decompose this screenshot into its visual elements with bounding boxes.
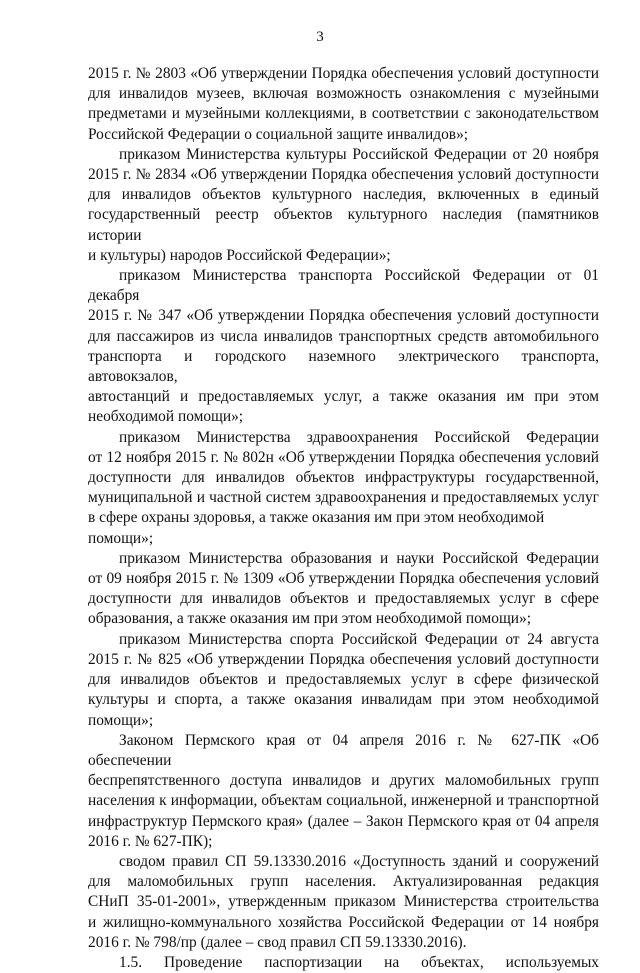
text-line: образования, а также оказания им при этом необходимой помощи»; <box>88 610 532 628</box>
text-line: приказом Министерства образования и науки Российской Федерации <box>119 549 599 567</box>
text-line: СНиП 35-01-2001», утвержденным приказом Министерства строительства <box>88 893 599 911</box>
text-line: 2016 г. № 627-ПК); <box>88 832 213 850</box>
paragraph-sp <box>88 852 599 953</box>
text-line: 2016 г. № 798/пр (далее – свод правил СП 59.13330.2016). <box>88 933 467 951</box>
paragraph-education <box>88 549 599 630</box>
paragraph-section-1-5 <box>88 953 599 973</box>
paragraph-transport <box>88 266 599 428</box>
paragraph-sport <box>88 630 599 731</box>
text-line: для инвалидов объектов культурного наследия, включенных в единый <box>88 186 599 204</box>
text-line: приказом Министерства спорта Российской Федерации от 24 августа <box>119 630 599 648</box>
text-line: инфраструктур Пермского края» (далее – Закон Пермского края от 04 апреля <box>88 812 599 830</box>
text-line: культуры и спорта, а также оказания инвалидам при этом необходимой <box>88 691 599 709</box>
text-line: Законом Пермского края от 04 апреля 2016 г. № 627-ПК «Об обеспечении <box>88 731 599 769</box>
text-line: приказом Министерства здравоохранения Российской Федерации <box>119 428 599 446</box>
text-line: помощи»; <box>88 711 154 729</box>
paragraph-culture <box>88 145 599 266</box>
text-line: и культуры) народов Российской Федерации»; <box>88 246 391 264</box>
text-line: 2015 г. № 347 «Об утверждении Порядка обеспечения условий доступности <box>88 307 599 325</box>
text-line: необходимой помощи»; <box>88 408 244 426</box>
text-line: беспрепятственного доступа инвалидов и других маломобильных групп <box>88 772 599 790</box>
text-line: для маломобильных групп населения. Актуализированная редакция <box>88 873 599 891</box>
text-line: от 12 ноября 2015 г. № 802н «Об утверждении Порядка обеспечения условий <box>88 448 599 466</box>
text-line: для инвалидов объектов и предоставляемых услуг в сфере физической <box>88 671 599 689</box>
text-line: сводом правил СП 59.13330.2016 «Доступность зданий и сооружений <box>119 852 599 870</box>
text-line: Российской Федерации о социальной защите инвалидов»; <box>88 125 469 143</box>
text-line: предметами и музейными коллекциями, в соответствии с законодательством <box>88 105 599 123</box>
text-line: 1.5. Проведение паспортизации на объектах, используемых <box>119 953 599 971</box>
text-line: 2015 г. № 825 «Об утверждении Порядка обеспечения условий доступности <box>88 650 599 668</box>
text-line: 2015 г. № 2834 «Об утверждении Порядка обеспечения условий доступности <box>88 166 599 184</box>
paragraph-museums <box>88 64 599 145</box>
text-line: для инвалидов музеев, включая возможность ознакомления с музейными <box>88 85 599 103</box>
text-line: автостанций и предоставляемых услуг, а также оказания им при этом <box>88 388 599 406</box>
text-line: и жилищно-коммунального хозяйства Российской Федерации от 14 ноября <box>88 913 599 931</box>
text-line: в сфере охраны здоровья, а также оказания им при этом необходимой помощи»; <box>88 509 545 547</box>
text-line: приказом Министерства культуры Российской Федерации от 20 ноября <box>119 145 599 163</box>
document-body <box>88 64 599 973</box>
text-line: муниципальной и частной систем здравоохранения и предоставляемых услуг <box>88 489 599 507</box>
page-number: 3 <box>316 29 324 45</box>
text-line: государственный реестр объектов культурного наследия (памятников истории <box>88 206 599 244</box>
text-line: от 09 ноября 2015 г. № 1309 «Об утверждении Порядка обеспечения условий <box>88 570 599 588</box>
text-line: транспорта и городского наземного электрического транспорта, автовокзалов, <box>88 347 599 386</box>
text-line: для пассажиров из числа инвалидов транспортных средств автомобильного <box>88 327 599 345</box>
text-line: доступности для инвалидов объектов и предоставляемых услуг в сфере <box>88 590 599 608</box>
text-line: приказом Министерства транспорта Российской Федерации от 01 декабря <box>88 267 599 305</box>
text-line: доступности для инвалидов объектов инфраструктуры государственной, <box>88 469 599 487</box>
text-line: населения к информации, объектам социальной, инженерной и транспортной <box>88 792 599 810</box>
text-line: 2015 г. № 2803 «Об утверждении Порядка обеспечения условий доступности <box>88 65 599 82</box>
paragraph-health <box>88 428 599 549</box>
paragraph-perm-law <box>88 731 599 852</box>
